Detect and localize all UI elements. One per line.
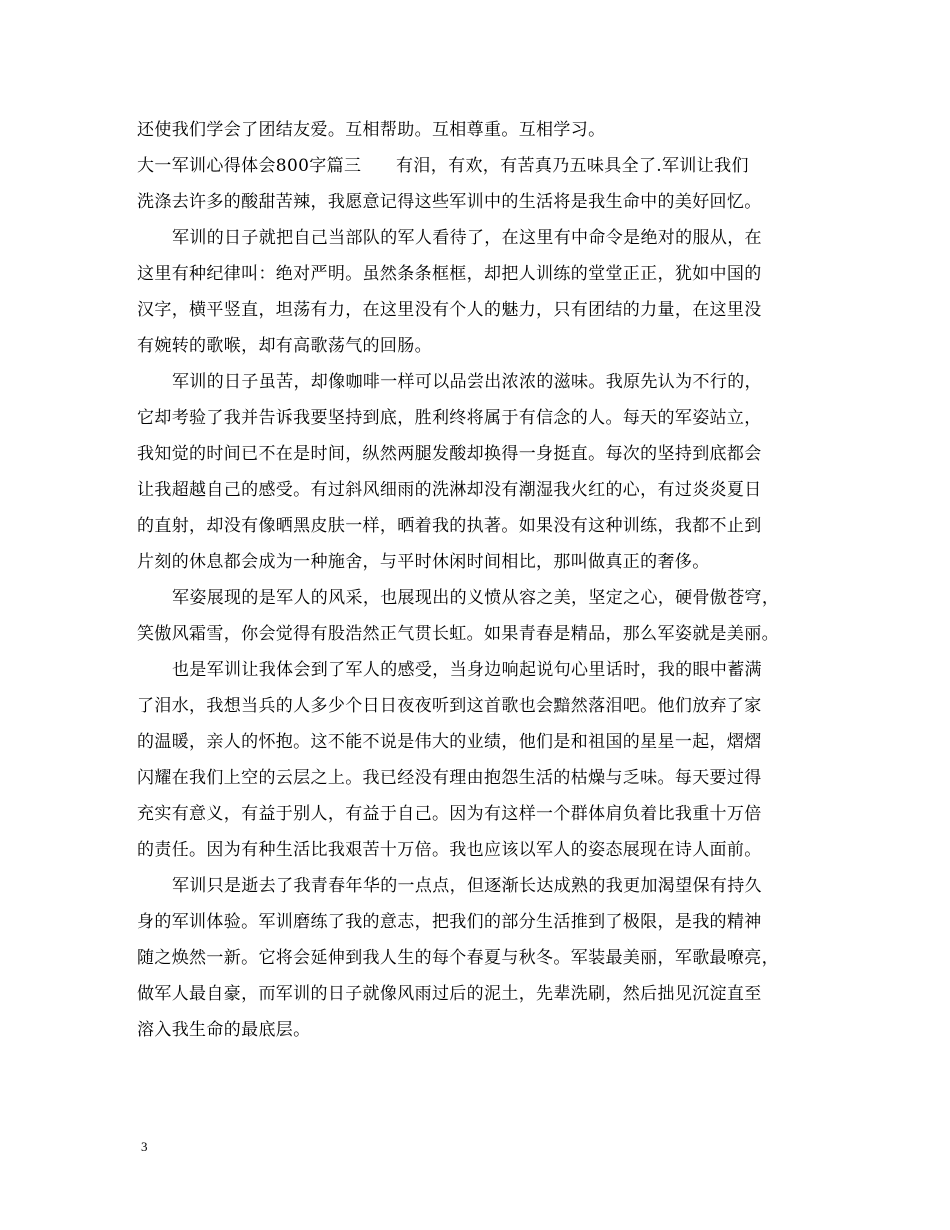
text-line: 军训只是逝去了我青春年华的一点点，但逐渐长达成熟的我更加渴望保有持久 — [172, 876, 762, 896]
text-line: 的温暖，亲人的怀抱。这不能不说是伟大的业绩，他们是和祖国的星星一起，熠熠 — [137, 732, 762, 752]
text-line: 充实有意义，有益于别人，有益于自己。因为有这样一个群体肩负着比我重十万倍 — [137, 804, 762, 824]
text-line: 做军人最自豪，而军训的日子就像风雨过后的泥土，先辈洗刷，然后拙见沉淀直至 — [137, 984, 762, 1004]
text-line: 身的军训体验。军训磨练了我的意志，把我们的部分生活推到了极限，是我的精神 — [137, 912, 762, 932]
text-line: 这里有种纪律叫：绝对严明。虽然条条框框，却把人训练的堂堂正正，犹如中国的 — [137, 264, 762, 284]
text-line: 了泪水，我想当兵的人多少个日日夜夜听到这首歌也会黯然落泪吧。他们放弃了家 — [137, 696, 762, 716]
text-line: 也是军训让我体会到了军人的感受，当身边响起说句心里话时，我的眼中蓄满 — [172, 660, 762, 680]
text-line: 军训的日子虽苦，却像咖啡一样可以品尝出浓浓的滋味。我原先认为不行的， — [172, 372, 762, 392]
text-line: 片刻的休息都会成为一种施舍，与平时休闲时间相比，那叫做真正的奢侈。 — [137, 552, 710, 572]
text-line: 闪耀在我们上空的云层之上。我已经没有理由抱怨生活的枯燥与乏味。每天要过得 — [137, 768, 762, 788]
text-line: 它却考验了我并告诉我要坚持到底，胜利终将属于有信念的人。每天的军姿站立， — [137, 408, 762, 428]
text-line: 汉字，横平竖直，坦荡有力，在这里没有个人的魅力，只有团结的力量，在这里没 — [137, 300, 762, 320]
text-line: 溶入我生命的最底层。 — [137, 1020, 311, 1040]
text-line: 大一军训心得体会800字篇三 有泪，有欢，有苦真乃五味具全了.军训让我们 — [137, 156, 749, 176]
text-line: 我知觉的时间已不在是时间，纵然两腿发酸却换得一身挺直。每次的坚持到底都会 — [137, 444, 762, 464]
text-line: 军姿展现的是军人的风采，也展现出的义愤从容之美，坚定之心，硬骨傲苍穹， — [172, 588, 780, 608]
text-line: 军训的日子就把自己当部队的军人看待了，在这里有中命令是绝对的服从，在 — [172, 228, 762, 248]
text-line: 让我超越自己的感受。有过斜风细雨的洗淋却没有潮湿我火红的心，有过炎炎夏日 — [137, 480, 762, 500]
text-line: 有婉转的歌喉，却有高歌荡气的回肠。 — [137, 336, 432, 356]
text-line: 还使我们学会了团结友爱。互相帮助。互相尊重。互相学习。 — [137, 120, 606, 140]
text-line: 随之焕然一新。它将会延伸到我人生的每个春夏与秋冬。军装最美丽，军歌最嘹亮， — [137, 948, 779, 968]
text-line: 的责任。因为有种生活比我艰苦十万倍。我也应该以军人的姿态展现在诗人面前。 — [137, 840, 762, 860]
text-line: 的直射，却没有像晒黑皮肤一样，晒着我的执著。如果没有这种训练，我都不止到 — [137, 516, 762, 536]
page-number: 3 — [141, 1139, 148, 1154]
text-line: 笑傲风霜雪，你会觉得有股浩然正气贯长虹。如果青春是精品，那么军姿就是美丽。 — [137, 624, 779, 644]
text-line: 洗涤去许多的酸甜苦辣，我愿意记得这些军训中的生活将是我生命中的美好回忆。 — [137, 192, 762, 212]
